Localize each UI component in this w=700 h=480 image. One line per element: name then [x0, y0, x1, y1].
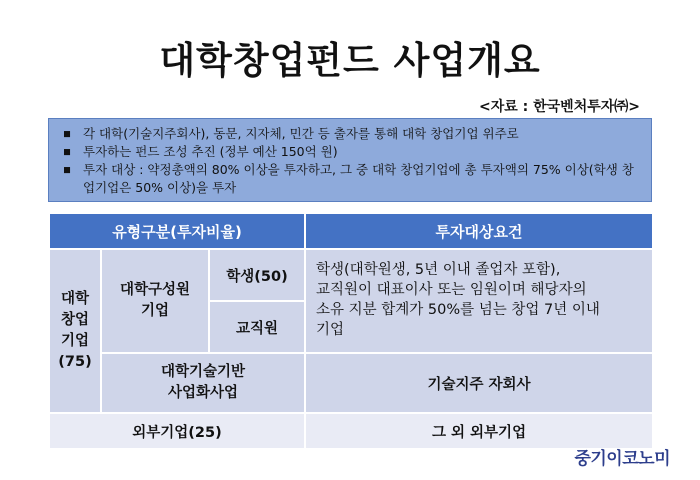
cell-univ-startup: 대학 창업 기업 (75) — [49, 249, 101, 413]
bullet-icon: ◾ — [62, 127, 72, 140]
cell-faculty: 교직원 — [209, 301, 305, 353]
table-row — [49, 413, 653, 449]
header-requirement: 투자대상요건 — [305, 213, 653, 249]
summary-item — [61, 161, 641, 197]
summary-list — [61, 125, 641, 197]
cell-tech-business: 대학기술기반 사업화사업 — [101, 353, 305, 413]
summary-item-text: 각 대학(기술지주회사), 동문, 지자체, 민간 등 출자를 통해 대학 창업기업 위주로 — [83, 126, 519, 141]
fund-type-table — [48, 212, 654, 450]
cell-student: 학생(50) — [209, 249, 305, 301]
summary-item — [61, 143, 641, 161]
slide-title: 대학창업펀드 사업개요 — [159, 39, 541, 82]
bullet-icon: ◾ — [62, 163, 72, 176]
cell-member-company: 대학구성원 기업 — [101, 249, 209, 353]
source-note: <자료 : 한국벤처투자㈜> — [479, 99, 640, 115]
cell-tech-requirement: 기술지주 자회사 — [305, 353, 653, 413]
cell-member-requirement: 학생(대학원생, 5년 이내 졸업자 포함), 교직원이 대표이사 또는 임원이며 해당자의 소유 지분 합계가 50%를 넘는 창업 7년 이내 기업 — [305, 249, 653, 353]
watermark-logo: 중기이코노미 — [574, 449, 670, 469]
bullet-icon: ◾ — [62, 145, 72, 158]
summary-item — [61, 125, 641, 143]
cell-external-requirement: 그 외 외부기업 — [305, 413, 653, 449]
summary-item-text: 투자하는 펀드 조성 추진 (정부 예산 150억 원) — [83, 144, 338, 159]
table-row — [49, 249, 653, 301]
cell-external: 외부기업(25) — [49, 413, 305, 449]
summary-box — [48, 118, 652, 202]
summary-item-text: 투자 대상 : 약정총액의 80% 이상을 투자하고, 그 중 대학 창업기업에 총 투자액의 75% 이상(학생 창업기업은 50% 이상)을 투자 — [83, 162, 634, 195]
table-row — [49, 353, 653, 413]
table-header-row — [49, 213, 653, 249]
header-category: 유형구분(투자비율) — [49, 213, 305, 249]
